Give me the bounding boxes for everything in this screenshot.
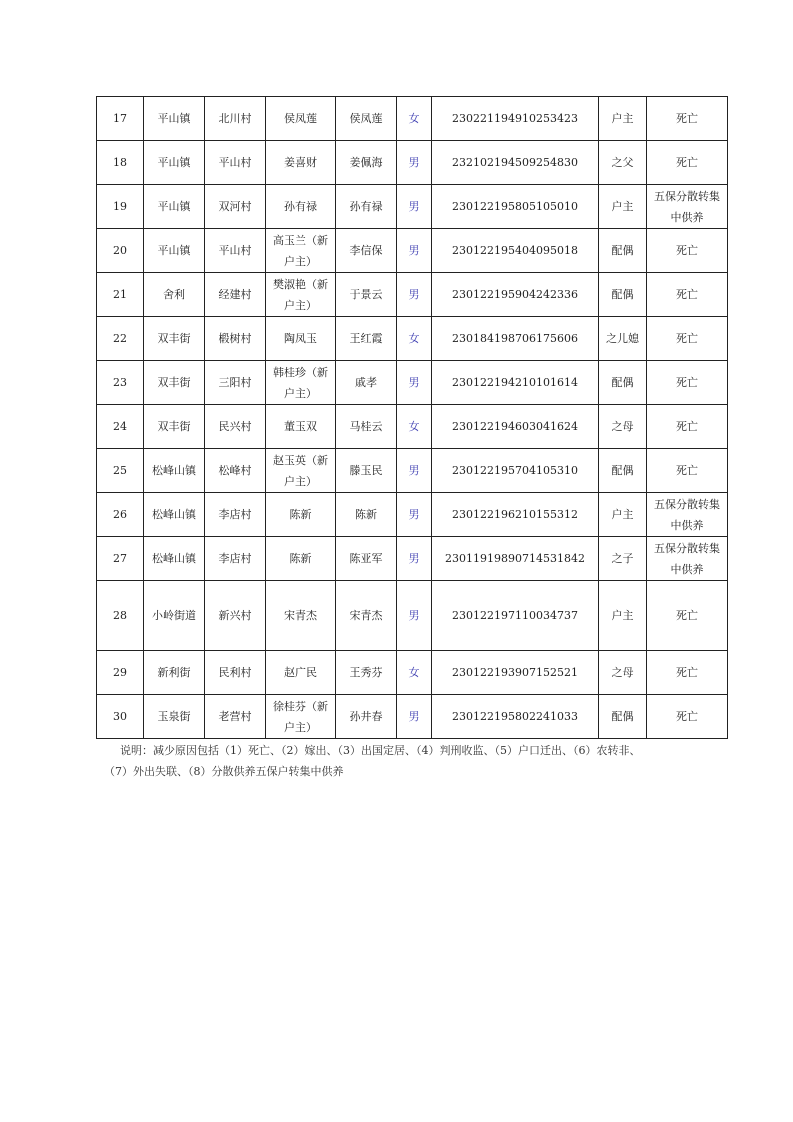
cell-no: 22: [97, 317, 144, 361]
cell-name: 李信保: [336, 229, 397, 273]
cell-village: 平山村: [205, 141, 266, 185]
cell-head: 宋青杰: [266, 581, 336, 651]
cell-village: 椴树村: [205, 317, 266, 361]
cell-village: 双河村: [205, 185, 266, 229]
cell-village: 李店村: [205, 493, 266, 537]
cell-name: 孙有禄: [336, 185, 397, 229]
cell-no: 25: [97, 449, 144, 493]
cell-head: 陶凤玉: [266, 317, 336, 361]
cell-head: 孙有禄: [266, 185, 336, 229]
table-row: [97, 493, 728, 537]
cell-head: 董玉双: [266, 405, 336, 449]
cell-village: 三阳村: [205, 361, 266, 405]
cell-name: 孙井春: [336, 695, 397, 739]
cell-gender: 男: [397, 537, 432, 581]
household-reduction-table: [96, 96, 728, 739]
cell-name: 侯凤莲: [336, 97, 397, 141]
cell-relation: 配偶: [599, 695, 647, 739]
table-row: [97, 229, 728, 273]
cell-id: 232102194509254830: [432, 141, 599, 185]
cell-name: 王红霞: [336, 317, 397, 361]
cell-id: 230122194210101614: [432, 361, 599, 405]
cell-gender: 女: [397, 651, 432, 695]
cell-village: 新兴村: [205, 581, 266, 651]
cell-id: 230122196210155312: [432, 493, 599, 537]
cell-name: 陈亚军: [336, 537, 397, 581]
cell-head: 陈新: [266, 537, 336, 581]
cell-id: 230122194603041624: [432, 405, 599, 449]
table-row: [97, 361, 728, 405]
table-row: [97, 651, 728, 695]
cell-gender: 女: [397, 317, 432, 361]
cell-id: 230122195805105010: [432, 185, 599, 229]
table-row: [97, 537, 728, 581]
table-row: [97, 695, 728, 739]
cell-head: 赵玉英（新户主）: [266, 449, 336, 493]
cell-gender: 女: [397, 405, 432, 449]
cell-head: 樊淑艳（新户主）: [266, 273, 336, 317]
cell-no: 23: [97, 361, 144, 405]
cell-reason: 死亡: [647, 405, 728, 449]
cell-id: 2301191989071453184​2: [432, 537, 599, 581]
cell-reason: 死亡: [647, 581, 728, 651]
cell-reason: 死亡: [647, 695, 728, 739]
cell-name: 于景云: [336, 273, 397, 317]
cell-town: 新利街: [144, 651, 205, 695]
cell-town: 平山镇: [144, 141, 205, 185]
table-row: [97, 97, 728, 141]
cell-no: 27: [97, 537, 144, 581]
cell-relation: 配偶: [599, 273, 647, 317]
cell-town: 双丰街: [144, 405, 205, 449]
cell-town: 平山镇: [144, 185, 205, 229]
cell-no: 30: [97, 695, 144, 739]
cell-village: 平山村: [205, 229, 266, 273]
cell-town: 松峰山镇: [144, 449, 205, 493]
cell-id: 230122195404095018: [432, 229, 599, 273]
cell-relation: 之儿媳: [599, 317, 647, 361]
cell-village: 李店村: [205, 537, 266, 581]
cell-name: 马桂云: [336, 405, 397, 449]
cell-gender: 男: [397, 449, 432, 493]
cell-no: 21: [97, 273, 144, 317]
cell-relation: 之父: [599, 141, 647, 185]
cell-no: 28: [97, 581, 144, 651]
cell-head: 高玉兰（新户主）: [266, 229, 336, 273]
cell-no: 19: [97, 185, 144, 229]
table-row: [97, 449, 728, 493]
cell-relation: 户主: [599, 493, 647, 537]
cell-head: 姜喜财: [266, 141, 336, 185]
cell-no: 18: [97, 141, 144, 185]
note-line-1: 说明：减少原因包括（1）死亡、（2）嫁出、（3）出国定居、（4）判刑收监、（5）户口迁出、（6）农转非、: [120, 744, 641, 757]
cell-name: 姜佩海: [336, 141, 397, 185]
cell-no: 29: [97, 651, 144, 695]
cell-id: 230122195704105310: [432, 449, 599, 493]
cell-reason: 五保分散转集中供养: [647, 537, 728, 581]
cell-no: 24: [97, 405, 144, 449]
cell-reason: 五保分散转集中供养: [647, 185, 728, 229]
cell-no: 20: [97, 229, 144, 273]
cell-id: 230122197110034737: [432, 581, 599, 651]
table-note: [104, 740, 740, 782]
cell-reason: 死亡: [647, 317, 728, 361]
cell-reason: 死亡: [647, 229, 728, 273]
cell-relation: 配偶: [599, 449, 647, 493]
cell-village: 松峰村: [205, 449, 266, 493]
cell-town: 平山镇: [144, 97, 205, 141]
cell-town: 松峰山镇: [144, 537, 205, 581]
cell-relation: 之子: [599, 537, 647, 581]
cell-reason: 死亡: [647, 97, 728, 141]
cell-reason: 死亡: [647, 141, 728, 185]
cell-no: 26: [97, 493, 144, 537]
table-row: [97, 273, 728, 317]
cell-town: 玉泉街: [144, 695, 205, 739]
cell-relation: 之母: [599, 405, 647, 449]
cell-head: 陈新: [266, 493, 336, 537]
cell-gender: 男: [397, 185, 432, 229]
cell-id: 230122195904242336: [432, 273, 599, 317]
cell-village: 北川村: [205, 97, 266, 141]
cell-id: 230184198706175606: [432, 317, 599, 361]
cell-gender: 男: [397, 493, 432, 537]
cell-town: 平山镇: [144, 229, 205, 273]
cell-reason: 五保分散转集中供养: [647, 493, 728, 537]
cell-no: 17: [97, 97, 144, 141]
cell-name: 王秀芬: [336, 651, 397, 695]
cell-relation: 户主: [599, 581, 647, 651]
cell-reason: 死亡: [647, 273, 728, 317]
cell-gender: 男: [397, 695, 432, 739]
cell-village: 民利村: [205, 651, 266, 695]
cell-gender: 女: [397, 97, 432, 141]
cell-village: 老营村: [205, 695, 266, 739]
cell-relation: 配偶: [599, 361, 647, 405]
cell-reason: 死亡: [647, 651, 728, 695]
table-row: [97, 141, 728, 185]
cell-id: 230122195802241033: [432, 695, 599, 739]
cell-head: 赵广民: [266, 651, 336, 695]
cell-relation: 户主: [599, 97, 647, 141]
cell-town: 小岭街道: [144, 581, 205, 651]
cell-name: 戚孝: [336, 361, 397, 405]
cell-village: 民兴村: [205, 405, 266, 449]
cell-head: 侯凤莲: [266, 97, 336, 141]
cell-village: 经建村: [205, 273, 266, 317]
cell-town: 松峰山镇: [144, 493, 205, 537]
cell-gender: 男: [397, 141, 432, 185]
cell-gender: 男: [397, 229, 432, 273]
cell-name: 陈新: [336, 493, 397, 537]
cell-head: 徐桂芬（新户主）: [266, 695, 336, 739]
cell-gender: 男: [397, 581, 432, 651]
note-line-2: （7）外出失联、（8）分散供养五保户转集中供养: [104, 765, 344, 778]
table-row: [97, 185, 728, 229]
cell-gender: 男: [397, 361, 432, 405]
cell-id: 230221194910253423: [432, 97, 599, 141]
cell-reason: 死亡: [647, 449, 728, 493]
cell-reason: 死亡: [647, 361, 728, 405]
cell-town: 双丰街: [144, 361, 205, 405]
cell-id: 230122193907152521: [432, 651, 599, 695]
cell-relation: 户主: [599, 185, 647, 229]
cell-relation: 之母: [599, 651, 647, 695]
cell-name: 宋青杰: [336, 581, 397, 651]
table-row: [97, 581, 728, 651]
cell-name: 滕玉民: [336, 449, 397, 493]
cell-head: 韩桂珍（新户主）: [266, 361, 336, 405]
table-row: [97, 405, 728, 449]
cell-town: 双丰街: [144, 317, 205, 361]
cell-town: 舍利: [144, 273, 205, 317]
cell-relation: 配偶: [599, 229, 647, 273]
table-row: [97, 317, 728, 361]
cell-gender: 男: [397, 273, 432, 317]
